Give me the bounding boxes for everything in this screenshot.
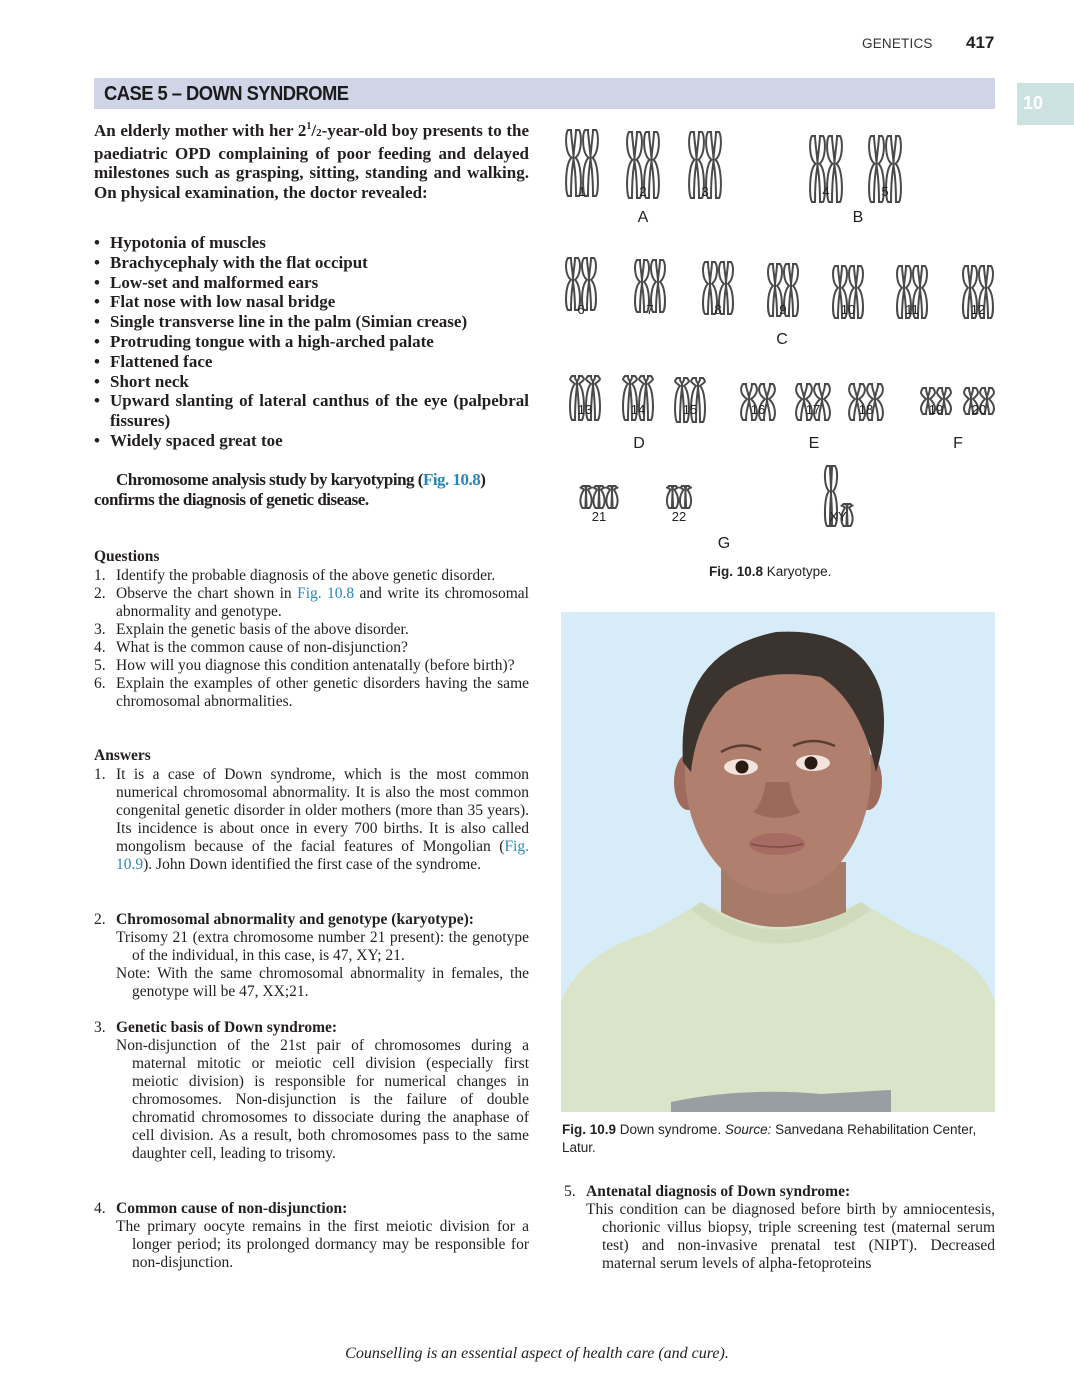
chromosome-label: 20 — [971, 402, 987, 417]
chromosome-label: 15 — [682, 402, 698, 417]
answer-title-text: Genetic basis of Down syndrome: — [116, 1019, 338, 1036]
answer-text: It is a case of Down syndrome, which is the most common numerical chromosomal abnormality. It is also the most common congenital genetic disorder in older mothers (more than 35 years). Its incidence is about once in every 700 births. It is also called mongolism because of the facial features of Mongolian ( — [116, 766, 529, 855]
clinical-sign-item: • Brachycephaly with the flat occiput — [94, 253, 529, 273]
section-name: GENETICS — [862, 36, 933, 51]
fig-10-8-caption — [709, 564, 831, 579]
chromosome-label: 5 — [881, 184, 889, 199]
answer-text-end: ). John Down identified the first case of the syndrome. — [143, 856, 482, 873]
caption-label: Fig. 10.8 — [709, 564, 764, 579]
answer-number: 1. — [94, 766, 106, 783]
answer-5 — [564, 1183, 995, 1273]
fig-10-8-link[interactable]: Fig. 10.8 — [297, 585, 355, 602]
answer-paragraph: This condition can be diagnosed before birth by amniocentesis, chorionic villus biopsy, triple screening test (maternal serum test) and non-invasive prenatal test (NIPT). Decreased maternal serum levels of alpha-fetoproteins — [586, 1201, 995, 1272]
chromosome-label: 19 — [928, 402, 944, 417]
question-item — [94, 657, 529, 675]
clinical-sign-item: • Protruding tongue with a high-arched palate — [94, 332, 529, 352]
footer-quote: Counselling is an essential aspect of health care (and cure). — [345, 1345, 729, 1362]
question-text: Observe the chart shown in — [116, 585, 298, 602]
chromosome — [667, 486, 678, 508]
question-item — [94, 639, 529, 657]
clinical-sign-item: • Short neck — [94, 372, 529, 392]
answer-title — [94, 1019, 529, 1037]
running-head — [862, 34, 1002, 54]
answer-title — [94, 1200, 529, 1218]
question-text: Explain the examples of other genetic disorders having the same chromosomal abnormalities. — [116, 675, 529, 710]
intro-text-start: An elderly mother with her 2 — [94, 121, 307, 140]
answer-2 — [94, 911, 529, 1001]
question-text: How will you diagnose this condition antenatally (before birth)? — [116, 657, 515, 674]
fraction-numerator: 1 — [306, 121, 312, 132]
answers-heading: Answers — [94, 747, 151, 764]
answer-number: 5. — [564, 1183, 576, 1200]
page-number: 417 — [966, 33, 995, 52]
fig-10-8-link[interactable]: Fig. 10.8 — [422, 470, 481, 489]
question-number: 6. — [94, 675, 106, 692]
case-title: CASE 5 – DOWN SYNDROME — [104, 83, 349, 105]
answer-number: 3. — [94, 1019, 106, 1036]
group-label: F — [953, 435, 963, 452]
question-number: 1. — [94, 567, 106, 584]
answer-note: Note: With the same chromosomal abnormality in females, the genotype will be 47, XX;21. — [116, 965, 529, 1000]
answer-paragraph: Non-disjunction of the 21st pair of chromosomes during a maternal mitotic or meiotic cell division (especially first meiotic division) is responsible for numerical changes in chromosomes. Non-disjunction is the failure of double chromatid chromosomes to dissociate during the anaphase of cell division. As a result, both chromosomes pass to the same daughter cell, leading to trisomy. — [116, 1037, 529, 1162]
group-label: G — [717, 535, 731, 552]
clinical-sign-item: • Upward slanting of lateral canthus of the eye (palpebral fissures) — [94, 391, 529, 431]
chromosome — [680, 486, 691, 508]
chromosome — [593, 486, 604, 508]
answer-paragraph: Trisomy 21 (extra chromosome number 21 present): the genotype of the individual, in this case, is 47, XY; 21. — [116, 929, 529, 964]
group-label: B — [852, 209, 864, 226]
confirmation-text: Chromosome analysis study by karyotyping ( — [116, 470, 423, 489]
group-label: D — [633, 435, 645, 452]
boy-portrait-image — [561, 612, 995, 1112]
karyotype-diagram — [555, 118, 1005, 552]
chromosome-label: 8 — [714, 302, 722, 317]
question-number: 5. — [94, 657, 106, 674]
question-text-end: and write its chromosomal abnormality and genotype. — [116, 585, 529, 620]
caption-text: Karyotype. — [766, 564, 832, 579]
answer-title-text: Common cause of non-disjunction: — [116, 1200, 348, 1217]
caption-source-label: Source: — [724, 1122, 772, 1137]
answer-1 — [94, 766, 529, 874]
question-item — [94, 585, 529, 621]
question-item — [94, 567, 529, 585]
chromosome-label: 2 — [639, 184, 647, 199]
karyotype-figure — [555, 118, 1005, 558]
group-label: C — [776, 331, 788, 348]
question-text: What is the common cause of non-disjunction? — [116, 639, 408, 656]
caption-source: Sanvedana Rehabilitation Center, Latur. — [562, 1122, 977, 1155]
fig-10-9-link[interactable]: Fig. 10.9 — [116, 838, 529, 873]
group-label: E — [808, 435, 820, 452]
question-item — [94, 621, 529, 639]
answer-number: 4. — [94, 1200, 106, 1217]
question-text: Explain the genetic basis of the above disorder. — [116, 621, 409, 638]
chromosome-pair-22 — [667, 486, 691, 508]
fig-10-9-caption — [562, 1121, 982, 1157]
chromosome-label: 16 — [750, 402, 766, 417]
chromosome-label: XY — [829, 509, 847, 524]
case-intro — [94, 117, 529, 203]
clinical-sign-item: • Low-set and malformed ears — [94, 273, 529, 293]
chromosome — [580, 486, 591, 508]
chromosome-pair-21 — [580, 486, 617, 508]
answer-3 — [94, 1019, 529, 1163]
karyotype-confirmation — [94, 470, 529, 510]
chromosome-label: 22 — [671, 509, 687, 524]
clinical-sign-item: • Hypotonia of muscles — [94, 233, 529, 253]
chromosome — [606, 486, 617, 508]
clinical-signs-list — [94, 233, 529, 451]
group-label: A — [637, 209, 649, 226]
chromosome-label: 1 — [578, 184, 586, 199]
questions-heading: Questions — [94, 548, 160, 565]
chromosome-label: 17 — [805, 402, 821, 417]
answer-title — [94, 911, 529, 929]
answer-title-text: Antenatal diagnosis of Down syndrome: — [586, 1183, 851, 1200]
answer-4 — [94, 1200, 529, 1272]
patient-photo — [561, 612, 995, 1112]
chromosome-label: 13 — [577, 402, 593, 417]
clinical-sign-item: • Widely spaced great toe — [94, 431, 529, 451]
question-number: 3. — [94, 621, 106, 638]
answer-item — [94, 766, 529, 874]
chromosome-label: 6 — [577, 302, 585, 317]
clinical-sign-item: • Flattened face — [94, 352, 529, 372]
chromosome-label: 21 — [591, 509, 607, 524]
intro-text-end: -year-old boy presents to the paediatric OPD complaining of poor feeding and delayed milestones such as grasping, sitting, standing and walking. On physical examination, the doctor revealed: — [94, 121, 529, 203]
case-title-banner — [94, 78, 995, 109]
answer-title — [564, 1183, 995, 1201]
answer-title-text: Chromosomal abnormality and genotype (karyotype): — [116, 911, 474, 928]
chapter-number: 10 — [1023, 93, 1044, 113]
chromosome-label: 9 — [779, 302, 787, 317]
clinical-sign-item: • Single transverse line in the palm (Simian crease) — [94, 312, 529, 332]
chromosome-label: 18 — [858, 402, 874, 417]
answer-paragraph: The primary oocyte remains in the first meiotic division for a longer period; its prolonged dormancy may be responsible for non-disjunction. — [116, 1218, 529, 1271]
fraction-slash: / — [311, 121, 317, 140]
chapter-tab — [1017, 83, 1074, 125]
question-text: Identify the probable diagnosis of the above genetic disorder. — [116, 567, 496, 584]
question-item — [94, 675, 529, 711]
question-number: 4. — [94, 639, 106, 656]
chromosome-label: 10 — [840, 302, 856, 317]
chromosome-label: 4 — [822, 184, 830, 199]
fraction-denominator: 2 — [316, 127, 322, 139]
caption-text: Down syndrome. — [619, 1122, 725, 1137]
chromosome-label: 14 — [630, 402, 646, 417]
chromosome-label: 7 — [646, 302, 654, 317]
questions-list — [94, 567, 529, 711]
chromosome-label: 12 — [970, 302, 986, 317]
chromosome-label: 11 — [905, 302, 919, 317]
confirmation-text-end: ) confirms the diagnosis of genetic disease. — [94, 470, 486, 509]
caption-label: Fig. 10.9 — [562, 1122, 617, 1137]
answer-number: 2. — [94, 911, 106, 928]
clinical-sign-item: • Flat nose with low nasal bridge — [94, 292, 529, 312]
chromosome-label: 3 — [701, 184, 709, 199]
question-number: 2. — [94, 585, 106, 602]
